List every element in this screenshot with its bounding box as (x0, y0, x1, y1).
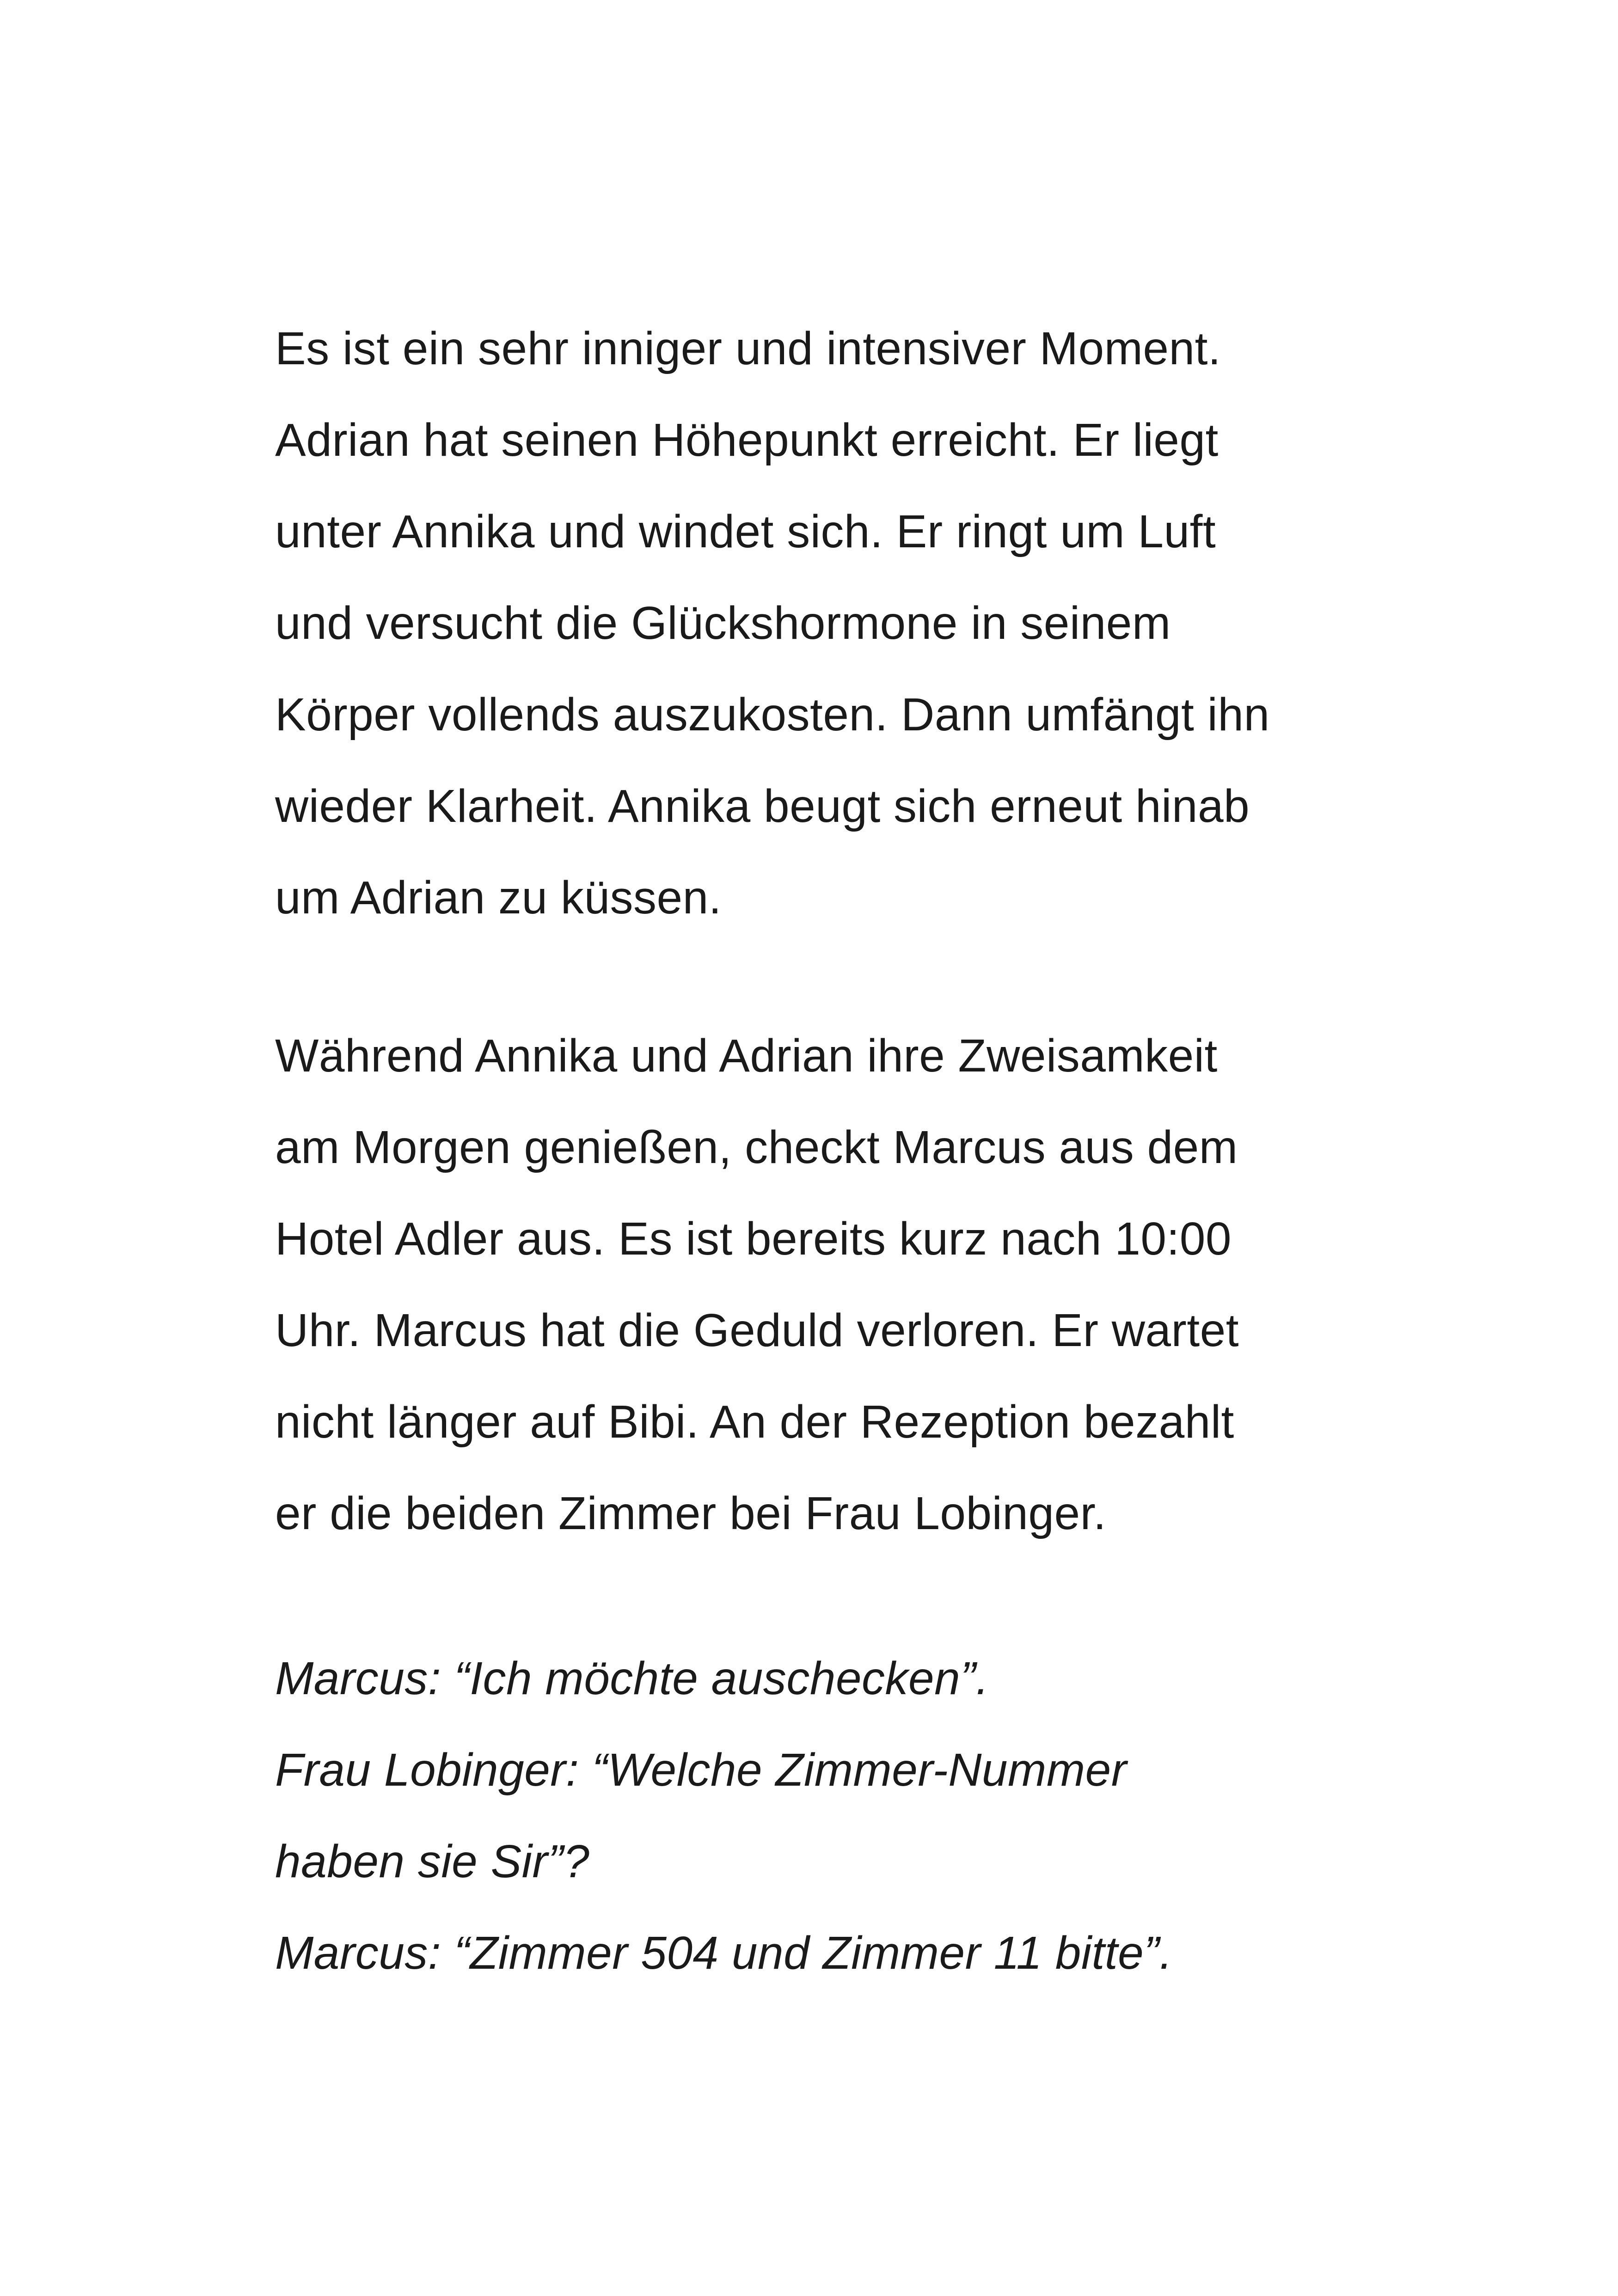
paragraph-2 (275, 1010, 1385, 1559)
paragraph-line: Während Annika und Adrian ihre Zweisamkeit (275, 1030, 1218, 1082)
dialogue-line: Frau Lobinger: “Welche Zimmer-Nummer (275, 1744, 1127, 1796)
paragraph-1 (275, 303, 1385, 943)
paragraph-line: am Morgen genießen, checkt Marcus aus dem (275, 1121, 1238, 1173)
paragraph-line: Uhr. Marcus hat die Geduld verloren. Er wartet (275, 1304, 1239, 1356)
dialogue-line: Marcus: “Zimmer 504 und Zimmer 11 bitte”. (275, 1927, 1173, 1979)
paragraph-line: und versucht die Glückshormone in seinem (275, 597, 1171, 649)
paragraph-line: wieder Klarheit. Annika beugt sich erneut hinab (275, 780, 1250, 832)
dialogue-line: Marcus: “Ich möchte auschecken”. (275, 1653, 989, 1704)
paragraph-line: Adrian hat seinen Höhepunkt erreicht. Er liegt (275, 414, 1219, 466)
paragraph-line: Körper vollends auszukosten. Dann umfängt ihn (275, 689, 1270, 741)
paragraph-line: nicht länger auf Bibi. An der Rezeption bezahlt (275, 1396, 1234, 1448)
paragraph-line: Es ist ein sehr inniger und intensiver Moment. (275, 323, 1221, 374)
paragraph-line: unter Annika und windet sich. Er ringt um Luft (275, 506, 1216, 557)
dialogue-block (275, 1633, 1385, 1999)
dialogue-line: haben sie Sir”? (275, 1836, 590, 1887)
paragraph-line: Hotel Adler aus. Es ist bereits kurz nach 10:00 (275, 1213, 1232, 1265)
paragraph-line: er die beiden Zimmer bei Frau Lobinger. (275, 1488, 1107, 1539)
paragraph-line: um Adrian zu küssen. (275, 872, 722, 924)
